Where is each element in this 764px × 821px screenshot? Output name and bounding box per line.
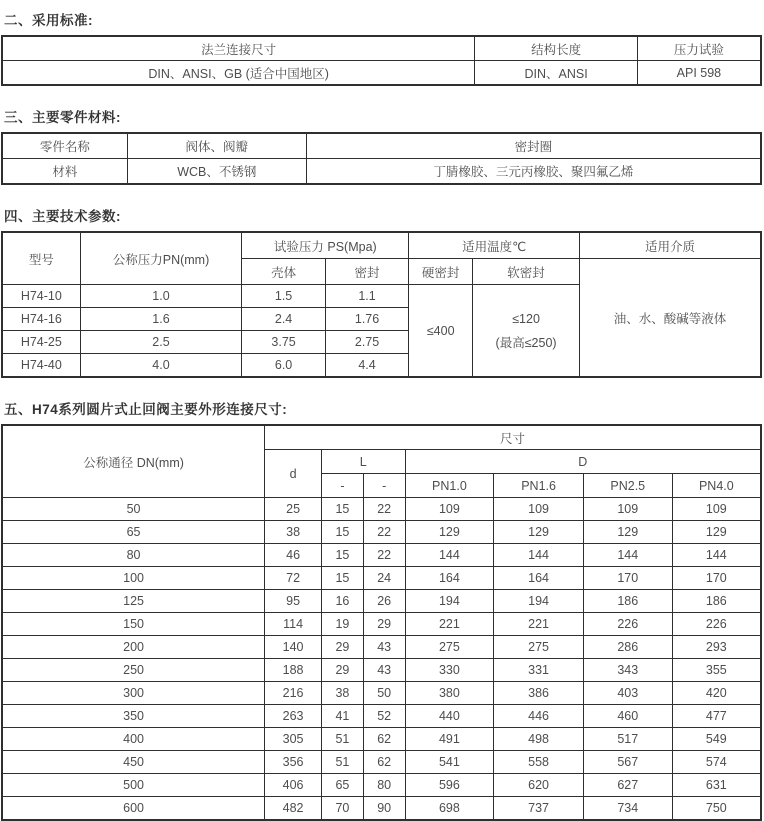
table-cell: 80 (363, 774, 405, 797)
table-cell: 477 (672, 705, 761, 728)
table-cell: 440 (405, 705, 494, 728)
table-row (2, 797, 761, 821)
table-cell: 129 (494, 521, 584, 544)
value-medium-cell: 油、水、酸碱等液体 (580, 259, 761, 378)
table-cell: 275 (405, 636, 494, 659)
table-cell: H74-40 (2, 354, 80, 378)
header-seal: 密封 (325, 259, 408, 285)
value-material-label: 材料 (2, 159, 127, 185)
table-cell: 15 (322, 498, 364, 521)
materials-table (1, 132, 762, 185)
table-row (2, 133, 761, 159)
table-cell: 631 (672, 774, 761, 797)
table-row (2, 36, 761, 61)
table-cell: 386 (494, 682, 584, 705)
table-cell: 109 (405, 498, 494, 521)
header-seal-ring: 密封圈 (306, 133, 761, 159)
table-row (2, 751, 761, 774)
value-structure-length: DIN、ANSI (475, 61, 637, 86)
table-cell: 16 (322, 590, 364, 613)
dimensions-table-body (2, 498, 761, 821)
table-cell: 90 (363, 797, 405, 821)
table-cell: 22 (363, 544, 405, 567)
table-row (2, 659, 761, 682)
table-cell: 62 (363, 728, 405, 751)
table-cell: 65 (2, 521, 265, 544)
table-cell: 2.75 (325, 331, 408, 354)
table-cell: 286 (583, 636, 672, 659)
table-cell: 221 (405, 613, 494, 636)
value-pressure-test: API 598 (637, 61, 761, 86)
table-cell: 170 (672, 567, 761, 590)
table-cell: 144 (583, 544, 672, 567)
table-cell: 600 (2, 797, 265, 821)
table-cell: 38 (265, 521, 322, 544)
table-cell: 43 (363, 636, 405, 659)
table-cell: 4.0 (80, 354, 242, 378)
table-cell: 698 (405, 797, 494, 821)
table-cell: 80 (2, 544, 265, 567)
table-cell: 1.1 (325, 285, 408, 308)
table-cell: 150 (2, 613, 265, 636)
table-cell: 52 (363, 705, 405, 728)
table-cell: 129 (405, 521, 494, 544)
table-cell: 109 (494, 498, 584, 521)
table-cell: 574 (672, 751, 761, 774)
table-row (2, 728, 761, 751)
table-cell: 567 (583, 751, 672, 774)
table-cell: 2.5 (80, 331, 242, 354)
table-cell: 750 (672, 797, 761, 821)
table-row (2, 232, 761, 259)
table-cell: 164 (494, 567, 584, 590)
table-row (2, 425, 761, 450)
header-pn4-0: PN4.0 (672, 474, 761, 498)
table-cell: 26 (363, 590, 405, 613)
table-row (2, 705, 761, 728)
table-cell: 194 (494, 590, 584, 613)
table-cell: 200 (2, 636, 265, 659)
table-cell: 450 (2, 751, 265, 774)
header-valve-body: 阀体、阀瓣 (127, 133, 306, 159)
table-cell: 406 (265, 774, 322, 797)
table-cell: 293 (672, 636, 761, 659)
table-cell: 380 (405, 682, 494, 705)
table-cell: 15 (322, 544, 364, 567)
table-cell: 350 (2, 705, 265, 728)
table-row (2, 61, 761, 86)
header-model: 型号 (2, 232, 80, 285)
value-hard-seal-temp-cell: ≤400 (409, 285, 473, 378)
table-cell: 3.75 (242, 331, 325, 354)
table-row (2, 567, 761, 590)
table-cell: 491 (405, 728, 494, 751)
table-cell: 403 (583, 682, 672, 705)
table-cell: 549 (672, 728, 761, 751)
table-cell: 24 (363, 567, 405, 590)
table-cell: 1.5 (242, 285, 325, 308)
table-cell: 558 (494, 751, 584, 774)
table-cell: 140 (265, 636, 322, 659)
table-cell: 22 (363, 498, 405, 521)
table-cell: 4.4 (325, 354, 408, 378)
table-cell: 216 (265, 682, 322, 705)
section-heading-standards: 二、采用标准: (4, 13, 93, 28)
value-seal-material: 丁腈橡胶、三元丙橡胶、聚四氟乙烯 (306, 159, 761, 185)
table-row (2, 159, 761, 185)
table-cell: 186 (583, 590, 672, 613)
table-cell: 144 (672, 544, 761, 567)
header-flange-size: 法兰连接尺寸 (2, 36, 475, 61)
header-shell: 壳体 (242, 259, 325, 285)
table-cell: 114 (265, 613, 322, 636)
table-cell: 51 (322, 728, 364, 751)
header-temperature: 适用温度℃ (409, 232, 580, 259)
table-cell: 129 (672, 521, 761, 544)
table-cell: 72 (265, 567, 322, 590)
header-hard-seal: 硬密封 (409, 259, 473, 285)
table-cell: 221 (494, 613, 584, 636)
header-pressure-test: 压力试验 (637, 36, 761, 61)
table-cell: 15 (322, 521, 364, 544)
table-cell: 25 (265, 498, 322, 521)
header-medium: 适用介质 (580, 232, 761, 259)
table-cell: 737 (494, 797, 584, 821)
value-flange-size: DIN、ANSI、GB (适合中国地区) (2, 61, 475, 86)
header-d: d (265, 450, 322, 498)
dimensions-table (1, 424, 762, 821)
header-size: 尺寸 (265, 425, 761, 450)
table-cell: 50 (2, 498, 265, 521)
table-cell: 129 (583, 521, 672, 544)
soft-seal-temp-line1: ≤120 (512, 311, 540, 326)
table-cell: 343 (583, 659, 672, 682)
table-cell: 22 (363, 521, 405, 544)
header-D: D (405, 450, 761, 474)
table-cell: 355 (672, 659, 761, 682)
table-cell: 29 (322, 636, 364, 659)
header-L: L (322, 450, 405, 474)
table-cell: 188 (265, 659, 322, 682)
table-row (2, 521, 761, 544)
table-cell: 194 (405, 590, 494, 613)
table-cell: 541 (405, 751, 494, 774)
header-pn1-0: PN1.0 (405, 474, 494, 498)
table-cell: 596 (405, 774, 494, 797)
table-cell: 100 (2, 567, 265, 590)
table-cell: 420 (672, 682, 761, 705)
header-dash-2: - (363, 474, 405, 498)
table-cell: 498 (494, 728, 584, 751)
table-cell: 275 (494, 636, 584, 659)
header-pn1-6: PN1.6 (494, 474, 584, 498)
header-part-name: 零件名称 (2, 133, 127, 159)
table-cell: 460 (583, 705, 672, 728)
header-dash-1: - (322, 474, 364, 498)
table-row (2, 774, 761, 797)
header-pn2-5: PN2.5 (583, 474, 672, 498)
table-cell: 125 (2, 590, 265, 613)
table-row (2, 682, 761, 705)
table-cell: 300 (2, 682, 265, 705)
table-cell: 29 (363, 613, 405, 636)
table-cell: 144 (405, 544, 494, 567)
table-cell: 500 (2, 774, 265, 797)
table-cell: 517 (583, 728, 672, 751)
table-cell: 46 (265, 544, 322, 567)
header-nominal-diameter: 公称通径 DN(mm) (2, 425, 265, 498)
table-cell: 170 (583, 567, 672, 590)
table-row (2, 498, 761, 521)
table-cell: 19 (322, 613, 364, 636)
table-cell: 144 (494, 544, 584, 567)
table-cell: 15 (322, 567, 364, 590)
table-cell: 226 (583, 613, 672, 636)
table-row (2, 590, 761, 613)
table-cell: 51 (322, 751, 364, 774)
table-row (2, 636, 761, 659)
table-cell: 38 (322, 682, 364, 705)
table-cell: 1.6 (80, 308, 242, 331)
table-cell: 109 (672, 498, 761, 521)
table-cell: 29 (322, 659, 364, 682)
table-cell: 400 (2, 728, 265, 751)
section-heading-parameters: 四、主要技术参数: (4, 209, 121, 224)
technical-parameters-table (1, 231, 762, 378)
table-cell: H74-25 (2, 331, 80, 354)
table-cell: 1.76 (325, 308, 408, 331)
table-cell: 250 (2, 659, 265, 682)
table-cell: 482 (265, 797, 322, 821)
section-heading-materials: 三、主要零件材料: (4, 110, 121, 125)
table-cell: 2.4 (242, 308, 325, 331)
table-cell: 263 (265, 705, 322, 728)
table-cell: 164 (405, 567, 494, 590)
table-cell: 109 (583, 498, 672, 521)
section-heading-dimensions: 五、H74系列圆片式止回阀主要外形连接尺寸: (4, 402, 288, 417)
header-test-pressure: 试验压力 PS(Mpa) (242, 232, 409, 259)
table-cell: 627 (583, 774, 672, 797)
table-cell: 65 (322, 774, 364, 797)
table-cell: 41 (322, 705, 364, 728)
standards-table (1, 35, 762, 86)
table-cell: 330 (405, 659, 494, 682)
table-cell: H74-10 (2, 285, 80, 308)
table-cell: 446 (494, 705, 584, 728)
table-cell: 6.0 (242, 354, 325, 378)
table-cell: 95 (265, 590, 322, 613)
table-cell: 734 (583, 797, 672, 821)
header-soft-seal: 软密封 (473, 259, 580, 285)
table-row (2, 613, 761, 636)
table-cell: 186 (672, 590, 761, 613)
soft-seal-temp-line2: (最高≤250) (495, 335, 557, 350)
table-cell: 356 (265, 751, 322, 774)
table-row (2, 544, 761, 567)
table-cell: 50 (363, 682, 405, 705)
table-cell: H74-16 (2, 308, 80, 331)
table-cell: 1.0 (80, 285, 242, 308)
table-cell: 331 (494, 659, 584, 682)
table-cell: 305 (265, 728, 322, 751)
header-structure-length: 结构长度 (475, 36, 637, 61)
value-soft-seal-temp-cell (473, 285, 580, 378)
value-body-material: WCB、不锈钢 (127, 159, 306, 185)
table-cell: 70 (322, 797, 364, 821)
header-nominal-pressure: 公称压力PN(mm) (80, 232, 242, 285)
table-cell: 62 (363, 751, 405, 774)
table-cell: 226 (672, 613, 761, 636)
table-cell: 43 (363, 659, 405, 682)
table-cell: 620 (494, 774, 584, 797)
